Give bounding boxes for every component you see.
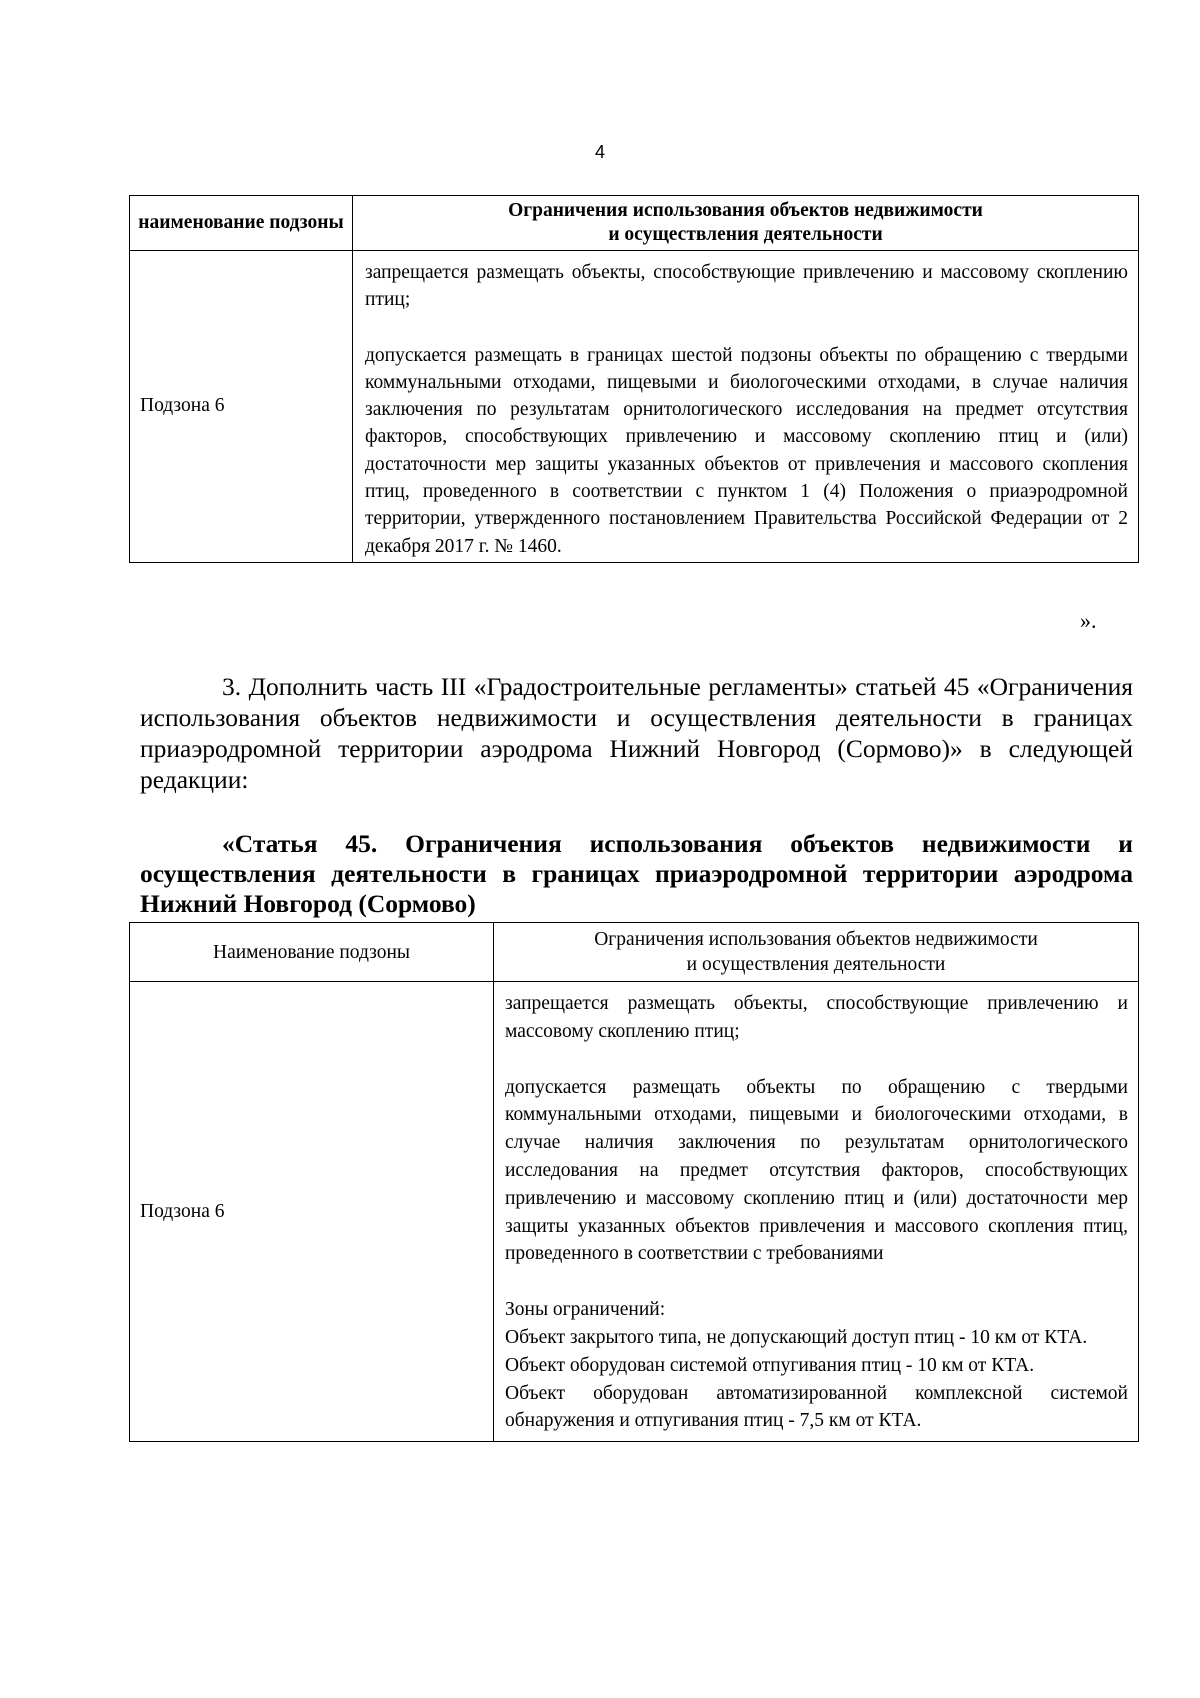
- table-row: [130, 251, 1139, 563]
- article-title: «Статья 45. Ограничения использования объектов недвижимости и осуществления деятельности в границах приаэродромной территории аэродрома Нижний Новгород (Сормово): [140, 829, 1133, 918]
- header-line: Ограничения использования объектов недвижимости: [508, 200, 983, 221]
- zone-item: Объект оборудован автоматизированной комплексной системой обнаружения и отпугивания птиц - 7,5 км от КТА.: [505, 1382, 1128, 1432]
- subzone-name: Подзона 6: [130, 251, 353, 563]
- restrictions-text: [494, 982, 1139, 1442]
- restrictions-table-continued: [129, 195, 1139, 563]
- permission-text: допускается размещать объекты по обращению с твердыми коммунальными отходами, пищевыми и биологоческими отходами, в случае наличия заключения по результатам орнитологического исследования на предмет отсутствия факторов, способствующих привлечению и массовому скоплению птиц и (или) достаточности мер защиты указанных объектов привлечения и массового скопления птиц, проведенного в соответствии с требованиями: [505, 1076, 1128, 1265]
- subzone-name: Подзона 6: [130, 982, 494, 1442]
- zone-item: Объект оборудован системой отпугивания птиц - 10 км от КТА.: [505, 1354, 1035, 1376]
- header-line: и осуществления деятельности: [686, 954, 946, 975]
- table-row: [130, 982, 1139, 1442]
- header-subzone-name: Наименование подзоны: [130, 923, 494, 982]
- table-header-row: [130, 923, 1139, 982]
- zones-title: Зоны ограничений:: [505, 1299, 666, 1321]
- header-line: и осуществления деятельности: [608, 224, 883, 245]
- zone-item: Объект закрытого типа, не допускающий доступ птиц - 10 км от КТА.: [505, 1326, 1088, 1348]
- table-header-row: [130, 196, 1139, 251]
- header-restrictions: [494, 923, 1139, 982]
- closing-quote: ».: [1080, 608, 1097, 633]
- prohibition-text: запрещается размещать объекты, способствующие привлечению и массовому скоплению птиц;: [365, 262, 1128, 311]
- restrictions-text: [353, 251, 1139, 563]
- header-restrictions: [353, 196, 1139, 251]
- amendment-paragraph: 3. Дополнить часть III «Градостроительные регламенты» статьей 45 «Ограничения использования объектов недвижимости и осуществления деятельности в границах приаэродромной территории аэродрома Нижний Новгород (Сормово)» в следующей редакции:: [140, 672, 1133, 794]
- header-line: Ограничения использования объектов недвижимости: [594, 929, 1038, 950]
- page-number: 4: [594, 142, 605, 162]
- header-subzone-name: наименование подзоны: [130, 196, 353, 251]
- permission-text: допускается размещать в границах шестой подзоны объекты по обращению с твердыми коммунальными отходами, пищевыми и биологоческими отходами, в случае наличия заключения по результатам орнитологического исследования на предмет отсутствия факторов, способствующих привлечению и массовому скоплению птиц и (или) достаточности мер защиты указанных объектов от привлечения и массового скопления птиц, проведенного в соответствии с пунктом 1 (4) Положения о приаэродромной территории, утвержденного постановлением Правительства Российской Федерации от 2 декабря 2017 г. № 1460.: [365, 344, 1128, 557]
- restrictions-table-article-45: [129, 922, 1139, 1442]
- prohibition-text: запрещается размещать объекты, способствующие привлечению и массовому скоплению птиц;: [505, 993, 1128, 1042]
